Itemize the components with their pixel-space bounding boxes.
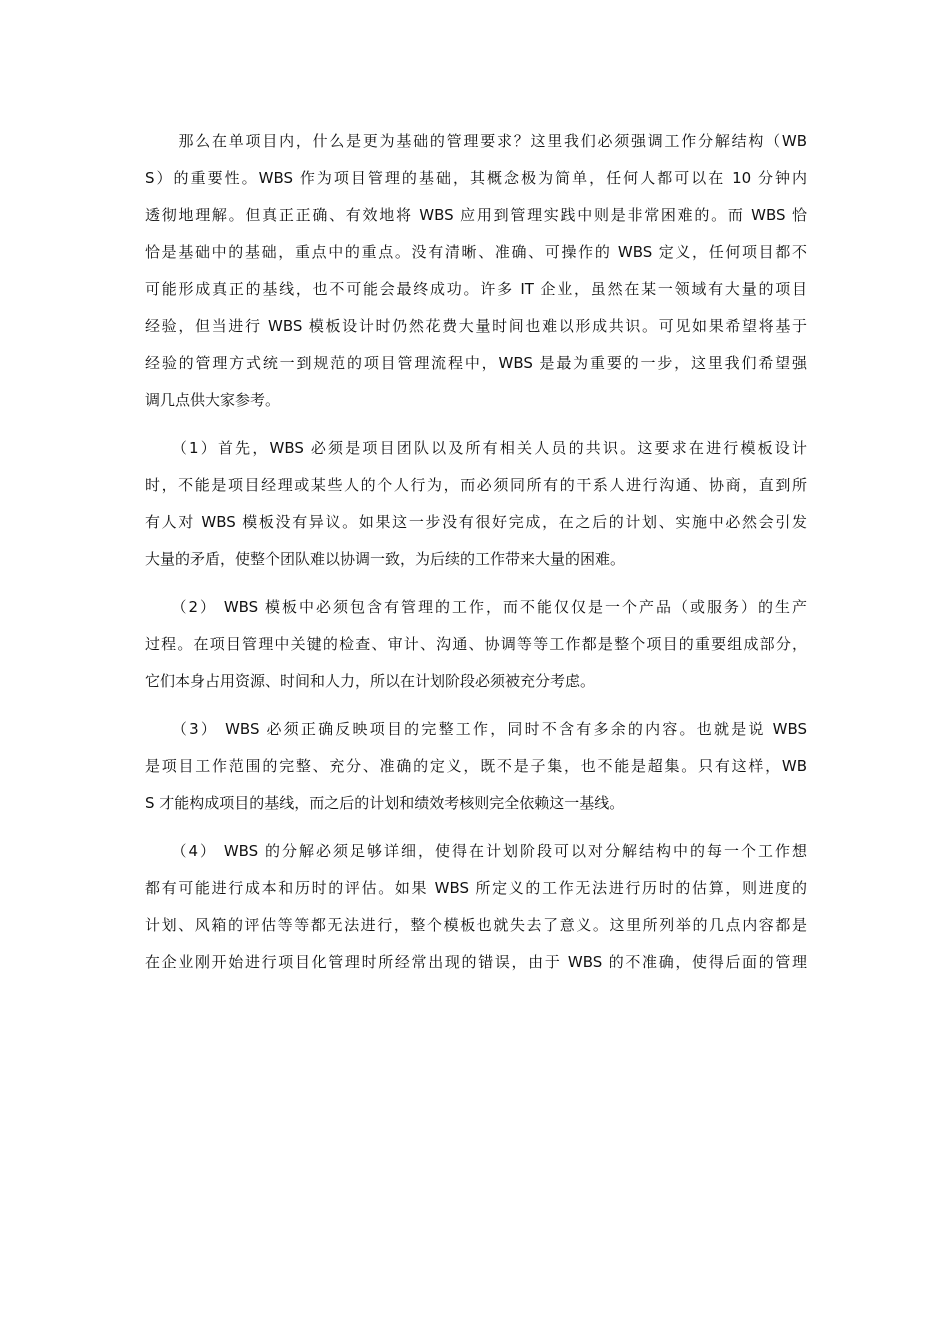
text-line: 过程。在项目管理中关键的检查、审计、沟通、协调等等工作都是整个项目的重要组成部分， [145,635,807,653]
paragraph-point-3 [145,711,807,822]
text-line: 有人对 WBS 模板没有异议。如果这一步没有很好完成，在之后的计划、实施中必然会引发 [145,513,807,531]
text-line: 经验，但当进行 WBS 模板设计时仍然花费大量时间也难以形成共识。可见如果希望将基于 [145,317,807,335]
text-line: 调几点供大家参考。 [145,391,281,409]
text-line: （2） WBS 模板中必须包含有管理的工作，而不能仅仅是一个产品（或服务）的生产 [145,598,807,616]
paragraph-point-2 [145,589,807,700]
text-line: 那么在单项目内，什么是更为基础的管理要求？这里我们必须强调工作分解结构（WB [145,132,807,150]
paragraph-wbs-intro [145,123,807,419]
text-line: S 才能构成项目的基线，而之后的计划和绩效考核则完全依赖这一基线。 [145,794,625,812]
text-line: 它们本身占用资源、时间和人力，所以在计划阶段必须被充分考虑。 [145,672,596,690]
text-line: （3） WBS 必须正确反映项目的完整工作，同时不含有多余的内容。也就是说 WBS [145,720,807,738]
text-line: S）的重要性。WBS 作为项目管理的基础，其概念极为简单，任何人都可以在 10 分钟内 [145,169,807,187]
text-line: 大量的矛盾，使整个团队难以协调一致，为后续的工作带来大量的困难。 [145,550,626,568]
text-line: 都有可能进行成本和历时的评估。如果 WBS 所定义的工作无法进行历时的估算，则进度的 [145,879,807,897]
text-line: 在企业刚开始进行项目化管理时所经常出现的错误，由于 WBS 的不准确，使得后面的管理 [145,953,807,971]
text-line: （1）首先，WBS 必须是项目团队以及所有相关人员的共识。这要求在进行模板设计 [145,439,807,457]
text-line: 经验的管理方式统一到规范的项目管理流程中，WBS 是最为重要的一步，这里我们希望强 [145,354,807,372]
text-line: 可能形成真正的基线，也不可能会最终成功。许多 IT 企业，虽然在某一领域有大量的项目 [145,280,807,298]
paragraph-point-4 [145,833,807,981]
document-body [145,123,807,981]
paragraph-point-1 [145,430,807,578]
text-line: 时，不能是项目经理或某些人的个人行为，而必须同所有的干系人进行沟通、协商，直到所 [145,476,807,494]
text-line: 恰是基础中的基础，重点中的重点。没有清晰、准确、可操作的 WBS 定义，任何项目都不 [145,243,807,261]
text-line: 计划、风箱的评估等等都无法进行，整个模板也就失去了意义。这里所列举的几点内容都是 [145,916,807,934]
text-line: 透彻地理解。但真正正确、有效地将 WBS 应用到管理实践中则是非常困难的。而 WBS 恰 [145,206,807,224]
text-line: （4） WBS 的分解必须足够详细，使得在计划阶段可以对分解结构中的每一个工作想 [145,842,807,860]
text-line: 是项目工作范围的完整、充分、准确的定义，既不是子集，也不能是超集。只有这样，WB [145,757,807,775]
